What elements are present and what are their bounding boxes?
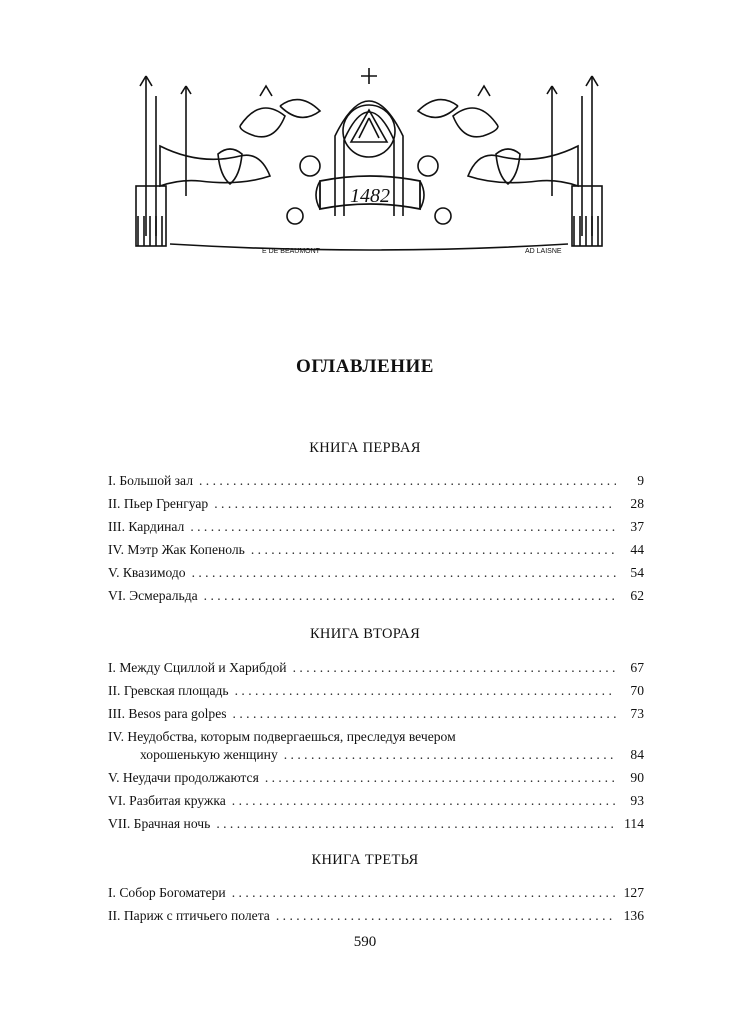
entry-label: VI. Разбитая кружка [108,793,226,808]
entry-label: V. Неудачи продолжаются [108,770,259,785]
leader-dots [190,518,616,536]
toc-entry[interactable] [140,746,644,764]
leader-dots [233,705,616,723]
entry-label: III. Besos para golpes [108,706,227,721]
entry-page: 136 [623,908,644,923]
entry-label: V. Квазимодо [108,565,186,580]
leader-dots [293,659,616,677]
entry-page: 73 [630,706,644,721]
toc-entry[interactable] [108,495,644,513]
entry-label: I. Между Сциллой и Харибдой [108,660,287,675]
entry-page: 28 [630,496,644,511]
toc-entry[interactable] [108,705,644,723]
leader-dots [204,587,616,605]
toc-entry[interactable] [108,659,644,677]
toc-entry[interactable] [108,587,644,605]
leader-dots [232,884,616,902]
toc-entry[interactable] [108,564,644,582]
toc-entry[interactable] [108,907,644,925]
entry-page: 9 [637,473,644,488]
leader-dots [235,682,616,700]
toc-entry[interactable] [108,815,644,833]
entry-label: II. Пьер Гренгуар [108,496,209,511]
gothic-ornament-icon [130,66,608,260]
page-number: 590 [353,934,377,950]
leader-dots [265,769,616,787]
entry-label: VI. Эсмеральда [108,588,198,603]
entry-page: 70 [630,683,644,698]
toc-entry[interactable] [108,792,644,810]
entry-label: I. Большой зал [108,473,193,488]
entry-page: 93 [630,793,644,808]
leader-dots [214,495,616,513]
entry-label-continued: хорошенькую женщину [140,747,278,762]
entry-page: 62 [630,588,644,603]
engraving-date: 1482 [350,185,390,207]
toc-title: ОГЛАВЛЕНИЕ [296,356,434,377]
entry-label: II. Париж с птичьего полета [108,908,270,923]
book-heading-3: КНИГА ТРЕТЬЯ [311,852,419,868]
entry-page: 37 [630,519,644,534]
entry-page: 54 [630,565,644,580]
entry-label: III. Кардинал [108,519,185,534]
entry-label: VII. Брачная ночь [108,816,211,831]
entry-page: 127 [623,885,644,900]
toc-entry[interactable] [108,884,644,902]
entry-label: II. Гревская площадь [108,683,229,698]
entry-label: I. Собор Богоматери [108,885,226,900]
entry-label-first-line[interactable]: IV. Неудобства, которым подвергаешься, преследуя вечером [108,729,456,744]
leader-dots [192,564,616,582]
engraving-left-credit: E DE BEAUMONT [262,248,320,255]
toc-entry[interactable] [108,769,644,787]
leader-dots [251,541,616,559]
entry-page: 90 [630,770,644,785]
entry-page: 84 [630,747,644,762]
toc-entry[interactable] [108,518,644,536]
leader-dots [199,472,616,490]
engraving-right-credit: AD LAISNE [525,248,562,255]
toc-entry[interactable] [108,541,644,559]
book-heading-2: КНИГА ВТОРАЯ [309,626,421,642]
leader-dots [232,792,616,810]
toc-entry[interactable] [108,682,644,700]
leader-dots [276,907,616,925]
leader-dots [216,815,616,833]
leader-dots [284,746,616,764]
entry-page: 67 [630,660,644,675]
entry-label: IV. Мэтр Жак Копеноль [108,542,245,557]
entry-page: 44 [630,542,644,557]
book-heading-1: КНИГА ПЕРВАЯ [309,440,421,456]
toc-entry[interactable] [108,472,644,490]
entry-page: 114 [624,816,644,831]
